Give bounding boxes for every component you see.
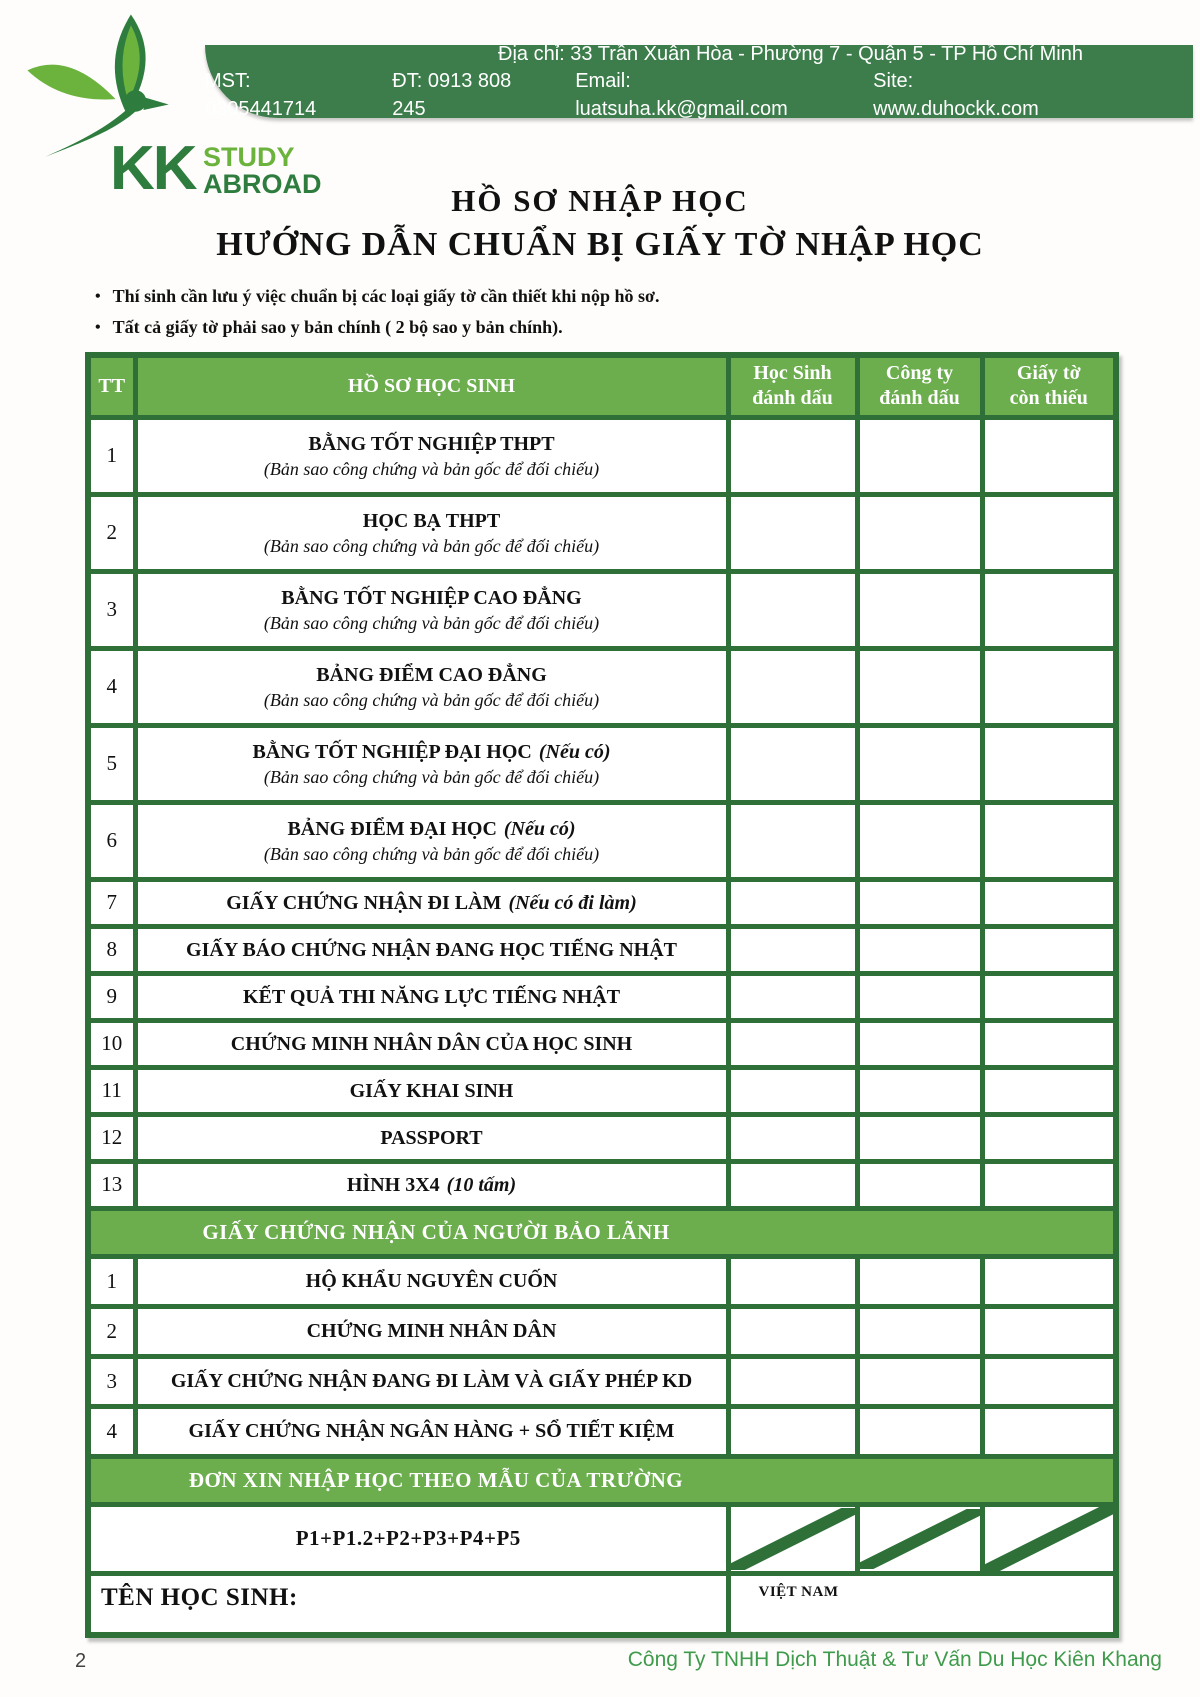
contact-line [205, 67, 1193, 123]
p-forms-label: P1+P1.2+P2+P3+P4+P5 [88, 1504, 728, 1573]
document-name-cell: BẰNG TỐT NGHIỆP ĐẠI HỌC (Nếu có) (Bản sao công chứng và bản gốc để đối chiếu) [135, 725, 728, 802]
student-mark-cell[interactable] [728, 926, 857, 973]
document-name-cell: CHỨNG MINH NHÂN DÂN [135, 1306, 728, 1356]
missing-doc-cell[interactable] [982, 926, 1116, 973]
missing-doc-cell[interactable] [982, 725, 1116, 802]
row-number: 4 [88, 648, 135, 725]
missing-doc-cell[interactable] [982, 571, 1116, 648]
student-mark-cell[interactable] [728, 1161, 857, 1208]
document-name-cell: HÌNH 3X4 (10 tấm) [135, 1161, 728, 1208]
row-number: 3 [88, 571, 135, 648]
table-row [88, 879, 1116, 926]
missing-doc-cell[interactable] [982, 1020, 1116, 1067]
note-text: Tất cả giấy tờ phải sao y bản chính ( 2 bộ sao y bản chính). [112, 317, 563, 337]
student-mark-cell[interactable] [728, 648, 857, 725]
row-number: 2 [88, 1306, 135, 1356]
document-name-cell: PASSPORT [135, 1114, 728, 1161]
diagonal-slash-icon [860, 1509, 980, 1569]
table-row [88, 1306, 1116, 1356]
row-number: 13 [88, 1161, 135, 1208]
company-mark-cell[interactable] [857, 973, 982, 1020]
student-mark-cell[interactable] [728, 879, 857, 926]
missing-doc-cell[interactable] [982, 879, 1116, 926]
table-row [88, 1114, 1116, 1161]
bullet-icon: • [95, 288, 101, 305]
row-number: 10 [88, 1020, 135, 1067]
table-row [88, 1256, 1116, 1306]
instruction-notes [95, 281, 659, 343]
company-mark-cell[interactable] [857, 1020, 982, 1067]
missing-doc-cell[interactable] [982, 802, 1116, 879]
table-row [88, 417, 1116, 494]
student-mark-cell[interactable] [728, 1306, 857, 1356]
row-number: 6 [88, 802, 135, 879]
document-name-cell: HỘ KHẨU NGUYÊN CUỐN [135, 1256, 728, 1306]
company-mark-cell[interactable] [857, 1067, 982, 1114]
col-header-student-mark: Học Sinh đánh dấu [728, 355, 857, 417]
table-row [88, 1067, 1116, 1114]
row-number: 3 [88, 1356, 135, 1406]
note-item [95, 312, 659, 343]
company-mark-cell[interactable] [857, 1114, 982, 1161]
table-header-row [88, 355, 1116, 417]
country-label: VIỆT NAM [728, 1573, 1116, 1635]
company-mark-cell-slashed [857, 1504, 982, 1573]
table-row [88, 926, 1116, 973]
student-mark-cell[interactable] [728, 973, 857, 1020]
student-mark-cell[interactable] [728, 571, 857, 648]
company-mark-cell[interactable] [857, 1161, 982, 1208]
logo-abroad-text: ABROAD [203, 169, 322, 199]
diagonal-slash-icon [731, 1508, 855, 1570]
student-name-label: TÊN HỌC SINH: [88, 1573, 728, 1635]
section-band-row [88, 1208, 1116, 1256]
company-logo [14, 8, 324, 208]
col-header-missing-docs: Giấy tờ còn thiếu [982, 355, 1116, 417]
missing-doc-cell[interactable] [982, 1356, 1116, 1406]
row-number: 8 [88, 926, 135, 973]
company-mark-cell[interactable] [857, 494, 982, 571]
section-band-row [88, 1456, 1116, 1504]
missing-doc-cell[interactable] [982, 648, 1116, 725]
col-header-company-mark: Công ty đánh dấu [857, 355, 982, 417]
company-mark-cell[interactable] [857, 1356, 982, 1406]
col-header-tt: TT [88, 355, 135, 417]
company-mark-cell[interactable] [857, 1306, 982, 1356]
student-name-row [88, 1573, 1116, 1635]
website: Site: www.duhockk.com [873, 69, 1039, 120]
document-name-cell: GIẤY KHAI SINH [135, 1067, 728, 1114]
row-number: 1 [88, 1256, 135, 1306]
document-name-cell: BẰNG TỐT NGHIỆP CAO ĐẲNG (Bản sao công chứng và bản gốc để đối chiếu) [135, 571, 728, 648]
company-mark-cell[interactable] [857, 571, 982, 648]
table-row [88, 725, 1116, 802]
row-number: 7 [88, 879, 135, 926]
company-mark-cell[interactable] [857, 725, 982, 802]
row-number: 12 [88, 1114, 135, 1161]
company-mark-cell[interactable] [857, 879, 982, 926]
row-number: 9 [88, 973, 135, 1020]
student-mark-cell[interactable] [728, 494, 857, 571]
document-name-cell: HỌC BẠ THPT (Bản sao công chứng và bản gốc để đối chiếu) [135, 494, 728, 571]
table-row [88, 571, 1116, 648]
missing-doc-cell[interactable] [982, 973, 1116, 1020]
address-line: Địa chỉ: 33 Trần Xuân Hòa - Phường 7 - Quận 5 - TP Hồ Chí Minh [498, 42, 1083, 65]
company-mark-cell[interactable] [857, 802, 982, 879]
student-mark-cell[interactable] [728, 1406, 857, 1456]
table-row [88, 1020, 1116, 1067]
email: Email: luatsuha.kk@gmail.com [575, 69, 788, 120]
logo-study-text: STUDY [203, 142, 295, 172]
document-title: HỒ SƠ NHẬP HỌC [451, 183, 749, 218]
footer-company-name: Công Ty TNHH Dịch Thuật & Tư Vấn Du Học Kiên Khang [627, 1648, 1162, 1671]
row-number: 4 [88, 1406, 135, 1456]
student-mark-cell[interactable] [728, 1356, 857, 1406]
bullet-icon: • [95, 319, 101, 336]
missing-doc-cell[interactable] [982, 417, 1116, 494]
missing-doc-cell[interactable] [982, 1406, 1116, 1456]
missing-doc-cell[interactable] [982, 1306, 1116, 1356]
missing-doc-cell[interactable] [982, 1067, 1116, 1114]
missing-doc-cell[interactable] [982, 1114, 1116, 1161]
note-text: Thí sinh cần lưu ý việc chuẩn bị các loại giấy tờ cần thiết khi nộp hồ sơ. [112, 286, 660, 306]
student-mark-cell[interactable] [728, 802, 857, 879]
application-form-section-band: ĐƠN XIN NHẬP HỌC THEO MẪU CỦA TRƯỜNG [88, 1456, 1116, 1504]
table-row [88, 1161, 1116, 1208]
student-mark-cell[interactable] [728, 1067, 857, 1114]
missing-doc-cell[interactable] [982, 1161, 1116, 1208]
row-number: 1 [88, 417, 135, 494]
table-row [88, 1406, 1116, 1456]
table-row [88, 1356, 1116, 1406]
document-name-cell: GIẤY CHỨNG NHẬN ĐI LÀM (Nếu có đi làm) [135, 879, 728, 926]
missing-doc-cell[interactable] [982, 494, 1116, 571]
document-name-cell: CHỨNG MINH NHÂN DÂN CỦA HỌC SINH [135, 1020, 728, 1067]
table-row [88, 648, 1116, 725]
guarantor-section-band: GIẤY CHỨNG NHẬN CỦA NGƯỜI BẢO LÃNH [88, 1208, 1116, 1256]
logo-kk-text: KK [110, 134, 196, 203]
document-subtitle: HƯỚNG DẪN CHUẨN BỊ GIẤY TỜ NHẬP HỌC [216, 226, 984, 263]
note-item [95, 281, 659, 312]
company-mark-cell[interactable] [857, 1406, 982, 1456]
company-mark-cell[interactable] [857, 648, 982, 725]
document-checklist-table [85, 352, 1119, 1638]
document-name-cell: GIẤY CHỨNG NHẬN NGÂN HÀNG + SỔ TIẾT KIỆM [135, 1406, 728, 1456]
company-mark-cell[interactable] [857, 1256, 982, 1306]
document-name-cell: KẾT QUẢ THI NĂNG LỰC TIẾNG NHẬT [135, 973, 728, 1020]
student-mark-cell[interactable] [728, 1114, 857, 1161]
row-number: 2 [88, 494, 135, 571]
student-mark-cell[interactable] [728, 1020, 857, 1067]
table-row [88, 973, 1116, 1020]
table-row [88, 494, 1116, 571]
p-forms-row [88, 1504, 1116, 1573]
col-header-documents: HỒ SƠ HỌC SINH [135, 355, 728, 417]
table-row [88, 802, 1116, 879]
phone: ĐT: 0913 808 245 [392, 69, 512, 120]
missing-doc-cell-slashed [982, 1504, 1116, 1573]
missing-doc-cell[interactable] [982, 1256, 1116, 1306]
document-name-cell: GIẤY BÁO CHỨNG NHẬN ĐANG HỌC TIẾNG NHẬT [135, 926, 728, 973]
company-mark-cell[interactable] [857, 926, 982, 973]
student-mark-cell[interactable] [728, 1256, 857, 1306]
student-mark-cell[interactable] [728, 417, 857, 494]
document-name-cell: GIẤY CHỨNG NHẬN ĐANG ĐI LÀM VÀ GIẤY PHÉP KD [135, 1356, 728, 1406]
document-name-cell: BẢNG ĐIỂM CAO ĐẲNG (Bản sao công chứng và bản gốc để đối chiếu) [135, 648, 728, 725]
row-number: 11 [88, 1067, 135, 1114]
row-number: 5 [88, 725, 135, 802]
company-mark-cell[interactable] [857, 417, 982, 494]
tax-id: MST: 0305441714 [205, 69, 317, 120]
header-contact-band [205, 42, 1193, 120]
diagonal-slash-icon [985, 1507, 1114, 1571]
document-name-cell: BẰNG TỐT NGHIỆP THPT (Bản sao công chứng và bản gốc để đối chiếu) [135, 417, 728, 494]
document-name-cell: BẢNG ĐIỂM ĐẠI HỌC (Nếu có) (Bản sao công chứng và bản gốc để đối chiếu) [135, 802, 728, 879]
page-number: 2 [75, 1650, 87, 1672]
student-mark-cell[interactable] [728, 725, 857, 802]
student-mark-cell-slashed [728, 1504, 857, 1573]
